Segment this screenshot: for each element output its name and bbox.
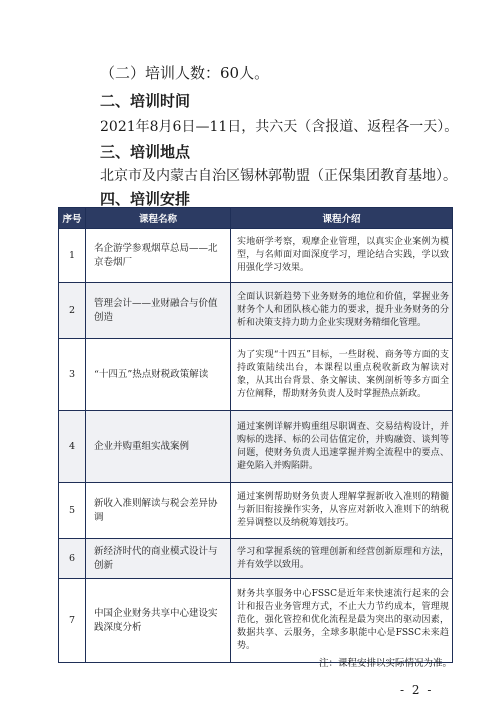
training-time-text: 2021年8月6日—11日，共六天（含报道、返程各一天）。 — [100, 119, 459, 135]
table-row — [59, 579, 453, 663]
header-course-name: 课程名称 — [86, 208, 231, 229]
course-intro: 通过案例帮助财务负责人理解掌握新收入准则的精髓与新旧衔接操作实务，从容应对新收入准则下的纳税差异调整以及纳税筹划技巧。 — [231, 483, 453, 539]
course-name: 中国企业财务共享中心建设实践深度分析 — [86, 579, 231, 663]
course-intro: 通过案例详解并购重组尽职调查、交易结构设计，并购标的选择、标的公司估值定价，并购融资、谈判等问题，使财务负责人迅速掌握并购全流程中的要点、避免陷入并购陷阱。 — [231, 411, 453, 483]
table-header-row — [59, 208, 453, 229]
header-no: 序号 — [59, 208, 86, 229]
row-no: 1 — [59, 229, 86, 283]
row-no: 3 — [59, 339, 86, 411]
course-intro: 全面认识新趋势下业务财务的地位和价值，掌握业务财务个人和团队核心能力的要求，提升业务财务的分析和决策支持力助力企业实现财务精细化管理。 — [231, 283, 453, 339]
row-no: 5 — [59, 483, 86, 539]
table-row — [59, 483, 453, 539]
table-row — [59, 411, 453, 483]
page-number: - 2 - — [400, 683, 434, 697]
row-no: 2 — [59, 283, 86, 339]
row-no: 7 — [59, 579, 86, 663]
trainees-count-line: （二）培训人数：60人。 — [100, 64, 270, 82]
course-intro: 学习和掌握系统的管理创新和经营创新原理和方法，并有效学以致用。 — [231, 539, 453, 579]
course-name: 管理会计——业财融合与价值创造 — [86, 283, 231, 339]
header-course-intro: 课程介绍 — [231, 208, 453, 229]
table-row — [59, 283, 453, 339]
section-3-heading: 三、培训地点 — [100, 143, 191, 161]
course-name: 新经济时代的商业模式设计与创新 — [86, 539, 231, 579]
table-row — [59, 539, 453, 579]
course-intro: 财务共享服务中心FSSC是近年来快速流行起来的会计和报告业务管理方式，不止大力节约成本，管理规范化，强化管控和优化流程是最为突出的驱动因素，数据共享、云服务，全球多职能中心是FSSC未来趋势。 — [231, 579, 453, 663]
table-row — [59, 229, 453, 283]
course-intro: 实地研学考察，观摩企业管理，以真实企业案例为模型，与名师面对面深度学习，理论结合实践，学以致用强化学习效果。 — [231, 229, 453, 283]
course-name: 新收入准则解读与税会差异协调 — [86, 483, 231, 539]
training-schedule-table — [58, 207, 453, 663]
section-4-heading: 四、培训安排 — [100, 190, 191, 208]
course-intro: 为了实现“十四五”目标，一些財税、商务等方面的支持政策陆续出台，本课程以重点税收新政为解读对象，从其出台背景、条文解读、案例剖析等多方面全方位阐释，帮助财务负责人及时掌握热点新政。 — [231, 339, 453, 411]
course-name: “十四五”热点财税政策解读 — [86, 339, 231, 411]
row-no: 6 — [59, 539, 86, 579]
training-location-text: 北京市及内蒙古自治区锡林郭勒盟（正保集团教育基地）。 — [100, 168, 457, 184]
schedule-note: 注：课程安排以实际情况为准。 — [318, 658, 452, 669]
section-2-heading: 二、培训时间 — [100, 92, 191, 110]
row-no: 4 — [59, 411, 86, 483]
table-row — [59, 339, 453, 411]
course-name: 企业并购重组实战案例 — [86, 411, 231, 483]
course-name: 名企游学参观烟草总局——北京卷烟厂 — [86, 229, 231, 283]
